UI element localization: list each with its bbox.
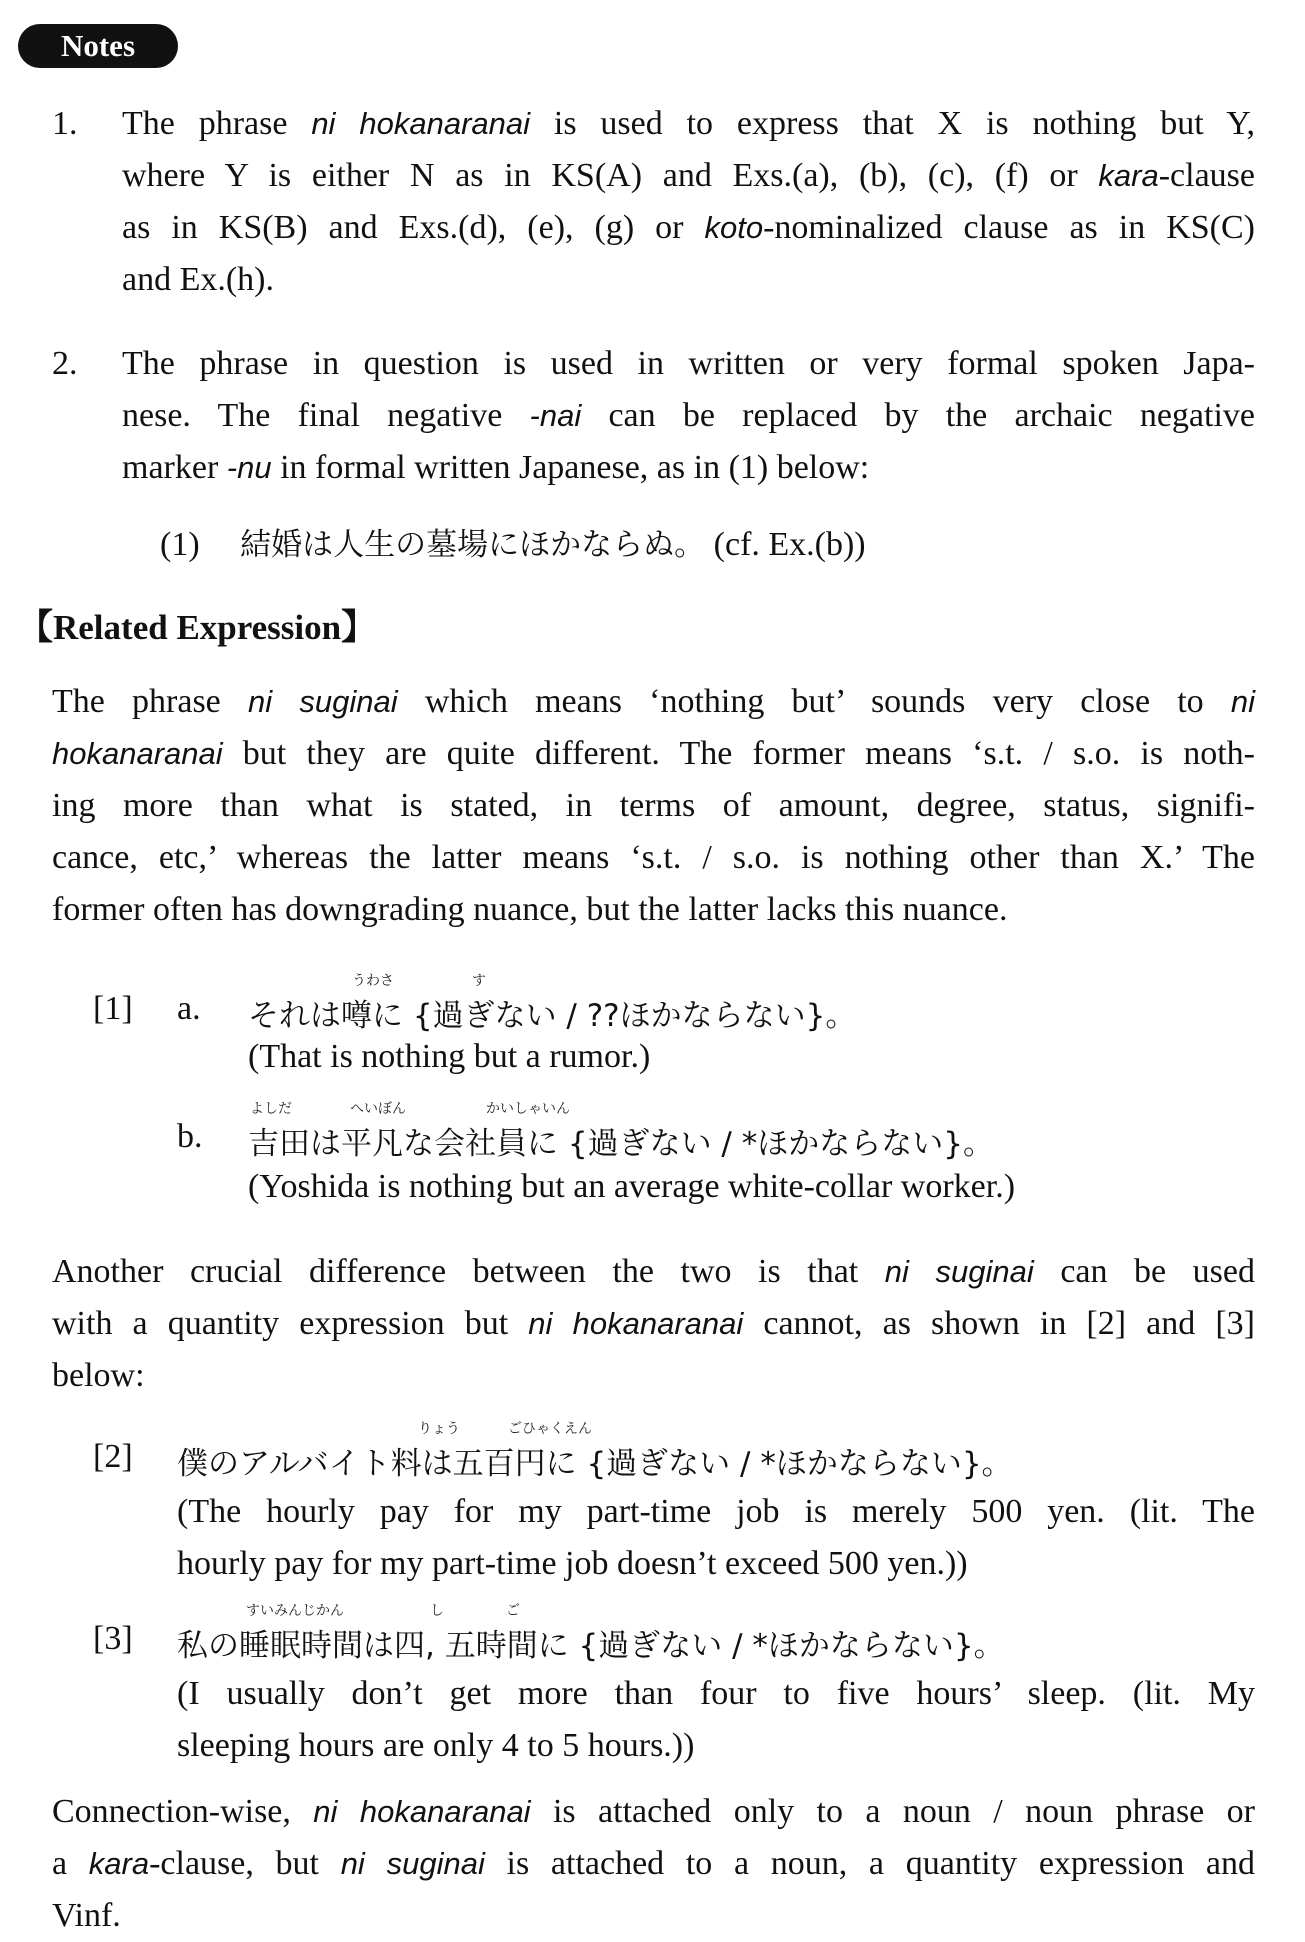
text-line	[52, 1890, 1255, 1942]
text-line	[122, 98, 1255, 150]
text-segment: Vinf.	[52, 1897, 121, 1934]
romaji-term: ni hokanaranai	[528, 1306, 744, 1341]
related-expression-heading: 【Related Expression】	[18, 608, 377, 647]
text-segment: as in KS(B) and Exs.(d), (e), (g) or	[122, 209, 705, 246]
romaji-term: -nai	[529, 398, 582, 433]
translation-line: (I usually don’t get more than four to five hours’ sleep. (lit. My	[177, 1675, 1255, 1712]
text-segment: but they are quite different. The former means ‘s.t. / s.o. is noth-	[222, 735, 1255, 772]
romaji-term: ni suginai	[247, 684, 398, 719]
romaji-term: ni suginai	[884, 1254, 1034, 1289]
example-reference: (cf. Ex.(b))	[713, 526, 866, 563]
romaji-term: ni suginai	[340, 1846, 485, 1881]
text-line	[122, 150, 1255, 202]
notes-badge: Notes	[18, 24, 178, 68]
text-line	[52, 1298, 1255, 1350]
text-segment: and Ex.(h).	[122, 261, 275, 298]
romaji-term: ni hokanaranai	[311, 106, 531, 141]
text-line	[122, 390, 1255, 442]
text-segment: below:	[52, 1357, 145, 1394]
text-segment: a	[52, 1845, 89, 1882]
romaji-term: -nu	[226, 450, 272, 485]
example-japanese: 吉田は平凡な会社員に {過ぎない / *ほかならない}。	[248, 1126, 994, 1162]
example-1b	[177, 1118, 994, 1162]
related-paragraph-1	[52, 676, 1255, 936]
furigana: ご	[506, 1603, 520, 1619]
text-line	[52, 1246, 1255, 1298]
note-2	[122, 338, 1255, 494]
example-2	[93, 1438, 1013, 1482]
furigana: うわさ	[352, 973, 394, 989]
text-segment: The phrase	[52, 683, 248, 720]
example-label: [1]	[93, 990, 133, 1027]
example-translation: (Yoshida is nothing but an average white-collar worker.)	[248, 1168, 1016, 1205]
text-segment: -clause	[1158, 157, 1255, 194]
text-segment: -clause, but	[149, 1845, 341, 1882]
translation-line: hourly pay for my part-time job doesn’t exceed 500 yen.))	[177, 1545, 968, 1582]
example-1	[160, 519, 866, 564]
text-segment: in formal written Japanese, as in (1) below:	[271, 449, 870, 486]
romaji-term: ni	[1230, 684, 1256, 719]
text-line	[52, 832, 1255, 884]
romaji-term: kara	[1098, 158, 1159, 193]
example-label: [2]	[93, 1438, 133, 1475]
translation-line: sleeping hours are only 4 to 5 hours.))	[177, 1727, 695, 1764]
romaji-term: ni hokanaranai	[313, 1794, 531, 1829]
example-3	[93, 1620, 1005, 1664]
translation-line: (The hourly pay for my part-time job is merely 500 yen. (lit. The	[177, 1493, 1255, 1530]
text-line	[52, 676, 1255, 728]
text-segment: cannot, as shown in [2] and [3]	[743, 1305, 1255, 1342]
text-segment: former often has downgrading nuance, but the latter lacks this nuance.	[52, 891, 1008, 928]
furigana: よしだ	[250, 1101, 292, 1117]
example-3-translation	[177, 1668, 1255, 1772]
text-line	[52, 728, 1255, 780]
furigana: りょう	[418, 1421, 460, 1437]
text-line	[52, 1838, 1255, 1890]
text-segment: is attached to a noun, a quantity expression and	[484, 1845, 1256, 1882]
romaji-term: kara	[88, 1846, 150, 1881]
closing-paragraph	[52, 1786, 1255, 1942]
furigana: し	[430, 1603, 444, 1619]
text-segment: Connection-wise,	[52, 1793, 314, 1830]
text-segment: with a quantity expression but	[52, 1305, 529, 1342]
furigana: す	[472, 973, 486, 989]
example-japanese: 僕のアルバイト料は五百円に {過ぎない / *ほかならない}。	[177, 1446, 1013, 1482]
text-segment: which means ‘nothing but’ sounds very close to	[397, 683, 1231, 720]
note-1	[122, 98, 1255, 306]
furigana: すいみんじかん	[246, 1603, 344, 1619]
example-japanese: 私の睡眠時間は四, 五時間に {過ぎない / *ほかならない}。	[177, 1628, 1005, 1664]
example-japanese: それは噂に {過ぎない / ??ほかならない}。	[248, 998, 857, 1034]
text-segment: -nominalized clause as in KS(C)	[763, 209, 1255, 246]
text-segment: The phrase	[122, 105, 312, 142]
example-label: (1)	[160, 526, 200, 563]
example-label: [3]	[93, 1620, 133, 1657]
text-segment: marker	[122, 449, 227, 486]
text-segment: is used to express that X is nothing but Y,	[530, 105, 1255, 142]
text-line	[52, 780, 1255, 832]
example-letter: b.	[177, 1118, 203, 1155]
text-line	[52, 884, 1255, 936]
text-segment: cance, etc,’ whereas the latter means ‘s.t. / s.o. is nothing other than X.’ The	[52, 839, 1255, 876]
romaji-term: hokanaranai	[52, 736, 223, 771]
text-segment: can be used	[1033, 1253, 1255, 1290]
example-letter: a.	[177, 990, 201, 1027]
note-number: 1.	[52, 105, 78, 142]
text-segment: is attached only to a noun / noun phrase or	[530, 1793, 1255, 1830]
text-line	[122, 442, 1255, 494]
related-paragraph-2	[52, 1246, 1255, 1402]
text-line	[52, 1350, 1255, 1402]
example-translation: (That is nothing but a rumor.)	[248, 1038, 651, 1075]
text-line	[122, 254, 1255, 306]
text-segment: where Y is either N as in KS(A) and Exs.(a), (b), (c), (f) or	[122, 157, 1099, 194]
text-segment: Another crucial difference between the two is that	[52, 1253, 885, 1290]
furigana: へいぼん	[350, 1101, 406, 1117]
example-1a	[93, 990, 857, 1034]
text-segment: can be replaced by the archaic negative	[581, 397, 1255, 434]
example-japanese: 結婚は人生の墓場にほかならぬ。	[240, 527, 706, 563]
note-number: 2.	[52, 345, 78, 382]
text-line	[122, 338, 1255, 390]
furigana: ごひゃくえん	[508, 1421, 592, 1437]
text-segment: nese. The final negative	[122, 397, 530, 434]
text-line	[122, 202, 1255, 254]
text-line	[52, 1786, 1255, 1838]
example-2-translation	[177, 1486, 1255, 1590]
text-segment: The phrase in question is used in written or very formal spoken Japa-	[122, 345, 1255, 382]
text-segment: ing more than what is stated, in terms of amount, degree, status, signifi-	[52, 787, 1255, 824]
furigana: かいしゃいん	[486, 1101, 570, 1117]
romaji-term: koto	[704, 210, 764, 245]
